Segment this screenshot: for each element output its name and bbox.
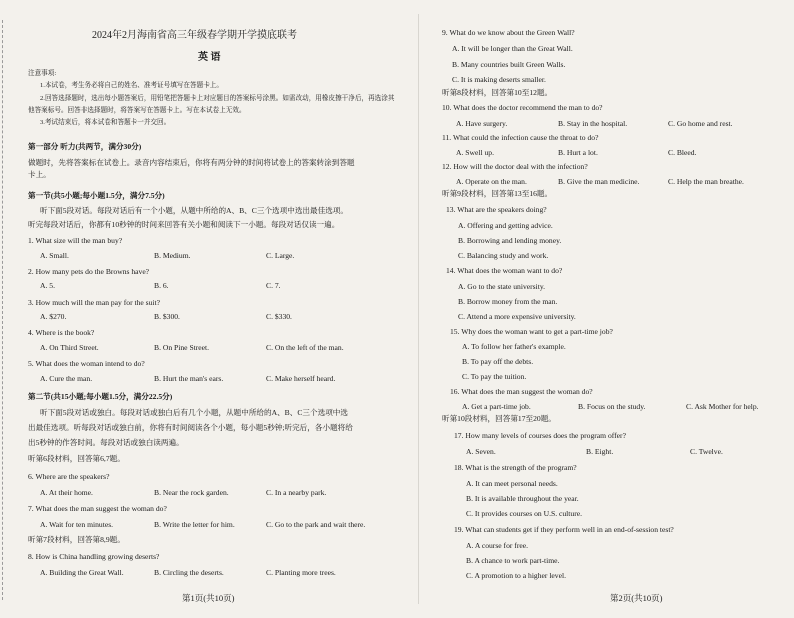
option-c: C. Help the man breathe. [668,177,744,186]
question-5: 5. What does the woman intend to do? [28,359,145,368]
option-a: A. To follow her father's example. [462,342,566,351]
part1-intro: 卡上。 [28,170,51,179]
option-c: C. Planting more trees. [266,568,336,577]
question-13: 13. What are the speakers doing? [446,205,547,214]
section1-intro: 听完每段对话后，你都有10秒钟的时间来回答有关小题和阅读下一小题。每段对话仅读一遍。 [28,220,340,229]
subject-title: 英 语 [198,52,221,63]
material-heading: 听第10段材料，回答第17至20题。 [442,414,556,423]
material-heading: 听第6段材料，回答第6,7题。 [28,454,125,463]
option-b: B. Hurt a lot. [558,148,598,157]
option-b: B. On Pine Street. [154,343,210,352]
question-3: 3. How much will the man pay for the suit? [28,298,161,307]
right-page [420,0,794,618]
material-heading: 听第8段材料，回答第10至12题。 [442,88,553,97]
option-b: B. Give the man medicine. [558,177,640,186]
option-c: C. $330. [266,312,292,321]
option-b: B. Many countries built Green Walls. [452,60,566,69]
option-a: A. Operate on the man. [456,177,527,186]
section2-intro: 出最佳选项。听每段对话或独白前，你将有时间阅读各个小题，每小题5秒钟;听完后，各小题将给 [28,423,353,432]
option-a: A. Offering and getting advice. [458,221,553,230]
option-a: A. Go to the state university. [458,282,546,291]
option-a: A. Cure the man. [40,374,93,383]
material-heading: 听第7段材料，回答第8,9题。 [28,535,125,544]
option-a: A. 5. [40,281,55,290]
section1-heading: 第一节(共5小题;每小题1.5分，满分7.5分) [28,191,165,200]
question-7: 7. What does the man suggest the woman do? [28,504,167,513]
option-b: B. $300. [154,312,180,321]
option-a: A. Wait for ten minutes. [40,520,114,529]
option-c: C. A promotion to a higher level. [466,571,566,580]
question-9: 9. What do we know about the Green Wall? [442,28,575,37]
notice-line: 3.考试结束后，将本试卷和答题卡一并交回。 [40,119,171,126]
option-c: C. To pay the tuition. [462,372,527,381]
option-b: B. Stay in the hospital. [558,119,628,128]
option-b: B. Focus on the study. [578,402,646,411]
question-6: 6. Where are the speakers? [28,472,110,481]
option-a: A. Swell up. [456,148,494,157]
section2-heading: 第二节(共15小题;每小题1.5分，满分22.5分) [28,392,173,401]
binding-line [2,20,13,600]
part1-heading: 第一部分 听力(共两节，满分30分) [28,142,142,151]
option-c: C. It provides courses on U.S. culture. [466,509,582,518]
option-a: A. A course for free. [466,541,528,550]
option-b: B. Write the letter for him. [154,520,235,529]
page-footer: 第1页(共10页) [182,593,235,603]
section1-intro: 听下面5段对话。每段对话后有一个小题，从题中所给的A、B、C三个选项中选出最佳选项。 [40,206,348,215]
question-2: 2. How many pets do the Browns have? [28,267,150,276]
section2-intro: 出5秒钟的作答时间。每段对话或独白读两遍。 [28,438,184,447]
option-b: B. Circling the deserts. [154,568,224,577]
option-a: A. Building the Great Wall. [40,568,124,577]
option-b: B. Borrowing and lending money. [458,236,562,245]
option-c: C. On the left of the man. [266,343,344,352]
option-c: C. Ask Mother for help. [686,402,759,411]
option-b: B. Medium. [154,251,191,260]
page-footer: 第2页(共10页) [610,593,663,603]
option-b: B. Eight. [586,447,614,456]
question-17: 17. How many levels of courses does the program offer? [454,431,626,440]
option-c: C. Go home and rest. [668,119,733,128]
option-a: A. It can meet personal needs. [466,479,558,488]
question-10: 10. What does the doctor recommend the man to do? [442,103,603,112]
option-a: A. Get a part-time job. [462,402,531,411]
section2-intro: 听下面5段对话或独白。每段对话或独白后有几个小题，从题中所给的A、B、C三个选项中选 [40,408,348,417]
option-c: C. 7. [266,281,281,290]
question-4: 4. Where is the book? [28,328,95,337]
notice-line: 2.回答选择题时，选出每小题答案后，用铅笔把答题卡上对应题目的答案标号涂黑。如需改动，用橡皮擦干净后，再选涂其 [40,95,395,102]
option-b: B. Borrow money from the man. [458,297,558,306]
question-1: 1. What size will the man buy? [28,236,123,245]
option-c: C. Balancing study and work. [458,251,549,260]
option-b: B. To pay off the debts. [462,357,534,366]
question-14: 14. What does the woman want to do? [446,266,563,275]
question-18: 18. What is the strength of the program? [454,463,577,472]
exam-title: 2024年2月海南省高三年级春学期开学摸底联考 [92,30,297,41]
option-c: C. Attend a more expensive university. [458,312,576,321]
option-a: A. Have surgery. [456,119,508,128]
notice-line: 他答案标号。回答非选择题时，将答案写在答题卡上。写在本试卷上无效。 [28,107,246,114]
question-16: 16. What does the man suggest the woman do? [450,387,593,396]
question-15: 15. Why does the woman want to get a part-time job? [450,327,613,336]
option-c: C. Make herself heard. [266,374,336,383]
notice-heading: 注意事项: [28,70,57,77]
question-12: 12. How will the doctor deal with the infection? [442,162,588,171]
option-b: B. It is available throughout the year. [466,494,579,503]
option-a: A. Small. [40,251,69,260]
question-8: 8. How is China handling growing deserts? [28,552,160,561]
option-c: C. It is making deserts smaller. [452,75,546,84]
option-a: A. $270. [40,312,67,321]
option-a: A. At their home. [40,488,93,497]
option-c: C. Large. [266,251,295,260]
question-11: 11. What could the infection cause the throat to do? [442,133,599,142]
option-a: A. Seven. [466,447,496,456]
question-19: 19. What can students get if they perform well in an end-of-session test? [454,525,674,534]
option-c: C. Go to the park and wait there. [266,520,366,529]
option-c: C. In a nearby park. [266,488,327,497]
option-b: B. 6. [154,281,169,290]
option-b: B. Hurt the man's ears. [154,374,224,383]
option-a: A. It will be longer than the Great Wall. [452,44,573,53]
option-b: B. Near the rock garden. [154,488,229,497]
notice-line: 1.本试卷，考生务必将自己的姓名、准考证号填写在答题卡上。 [40,82,223,89]
part1-intro: 做题时，先将答案标在试卷上。录音内容结束后，你将有两分钟的时间将试卷上的答案转涂到答题 [28,158,355,167]
option-a: A. On Third Street. [40,343,99,352]
option-c: C. Bleed. [668,148,697,157]
option-b: B. A chance to work part-time. [466,556,560,565]
material-heading: 听第9段材料，回答第13至16题。 [442,189,553,198]
option-c: C. Twelve. [690,447,723,456]
